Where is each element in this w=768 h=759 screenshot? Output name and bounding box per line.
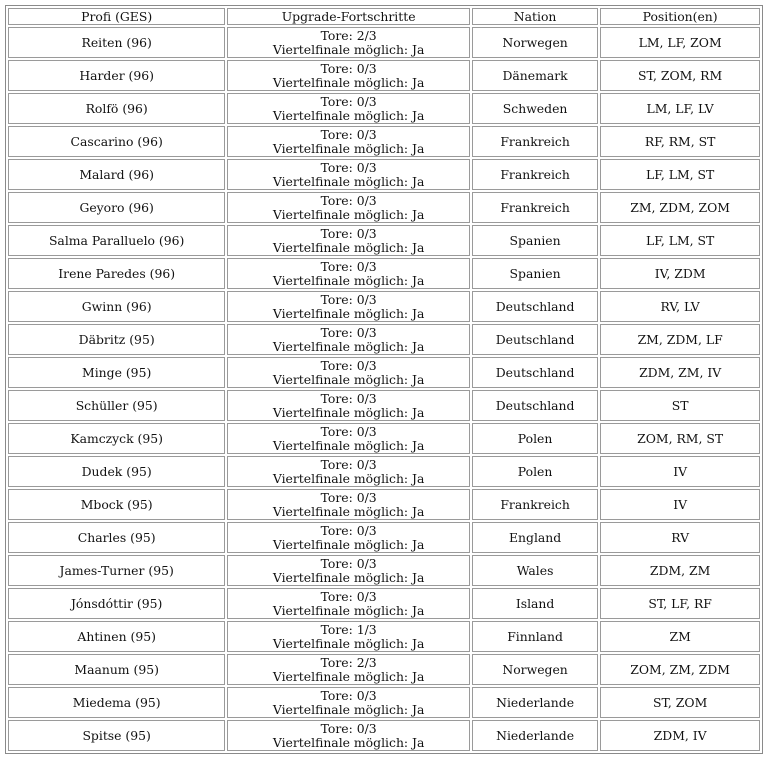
- positions-cell: ZDM, ZM: [600, 555, 760, 586]
- quarterfinal-status: Viertelfinale möglich: Ja: [272, 635, 425, 651]
- table-row: [8, 225, 760, 256]
- goals-progress: Tore: 0/3: [320, 126, 377, 142]
- player-cell: Spitse (95): [8, 720, 225, 751]
- goals-progress: Tore: 0/3: [320, 291, 377, 307]
- progress-cell: [227, 390, 470, 421]
- player-cell: Miedema (95): [8, 687, 225, 718]
- nation-cell: Frankreich: [472, 192, 598, 223]
- progress-cell: [227, 258, 470, 289]
- table-row: [8, 687, 760, 718]
- player-cell: Rolfö (96): [8, 93, 225, 124]
- progress-cell: [227, 555, 470, 586]
- player-cell: Kamczyck (95): [8, 423, 225, 454]
- nation-cell: Niederlande: [472, 687, 598, 718]
- table-row: [8, 720, 760, 751]
- quarterfinal-status: Viertelfinale möglich: Ja: [272, 272, 425, 288]
- table-header: [8, 8, 760, 25]
- player-cell: Reiten (96): [8, 27, 225, 58]
- table-row: [8, 291, 760, 322]
- progress-cell: [227, 357, 470, 388]
- table-row: [8, 423, 760, 454]
- quarterfinal-status: Viertelfinale möglich: Ja: [272, 668, 425, 684]
- nation-cell: Spanien: [472, 258, 598, 289]
- nation-cell: Schweden: [472, 93, 598, 124]
- nation-cell: Norwegen: [472, 654, 598, 685]
- positions-cell: LM, LF, LV: [600, 93, 760, 124]
- table-row: [8, 456, 760, 487]
- progress-cell: [227, 324, 470, 355]
- table-row: [8, 621, 760, 652]
- player-table-container: [5, 5, 763, 754]
- positions-cell: ZOM, RM, ST: [600, 423, 760, 454]
- goals-progress: Tore: 0/3: [320, 60, 377, 76]
- positions-cell: IV, ZDM: [600, 258, 760, 289]
- table-row: [8, 522, 760, 553]
- goals-progress: Tore: 0/3: [320, 720, 377, 736]
- positions-cell: ZM: [600, 621, 760, 652]
- positions-cell: ST, ZOM, RM: [600, 60, 760, 91]
- player-cell: Irene Paredes (96): [8, 258, 225, 289]
- positions-cell: LF, LM, ST: [600, 225, 760, 256]
- header-player: Profi (GES): [8, 8, 225, 25]
- positions-cell: ZM, ZDM, ZOM: [600, 192, 760, 223]
- table-row: [8, 654, 760, 685]
- goals-progress: Tore: 0/3: [320, 423, 377, 439]
- goals-progress: Tore: 0/3: [320, 357, 377, 373]
- nation-cell: Deutschland: [472, 324, 598, 355]
- goals-progress: Tore: 0/3: [320, 258, 377, 274]
- progress-cell: [227, 654, 470, 685]
- player-cell: James-Turner (95): [8, 555, 225, 586]
- table-row: [8, 588, 760, 619]
- quarterfinal-status: Viertelfinale möglich: Ja: [272, 569, 425, 585]
- positions-cell: IV: [600, 489, 760, 520]
- positions-cell: ZM, ZDM, LF: [600, 324, 760, 355]
- progress-cell: [227, 60, 470, 91]
- quarterfinal-status: Viertelfinale möglich: Ja: [272, 173, 425, 189]
- quarterfinal-status: Viertelfinale möglich: Ja: [272, 107, 425, 123]
- progress-cell: [227, 720, 470, 751]
- table-row: [8, 324, 760, 355]
- progress-cell: [227, 456, 470, 487]
- quarterfinal-status: Viertelfinale möglich: Ja: [272, 371, 425, 387]
- quarterfinal-status: Viertelfinale möglich: Ja: [272, 140, 425, 156]
- goals-progress: Tore: 2/3: [320, 654, 377, 670]
- positions-cell: ZDM, ZM, IV: [600, 357, 760, 388]
- progress-cell: [227, 423, 470, 454]
- player-cell: Jónsdóttir (95): [8, 588, 225, 619]
- table-row: [8, 60, 760, 91]
- progress-cell: [227, 522, 470, 553]
- positions-cell: IV: [600, 456, 760, 487]
- player-cell: Ahtinen (95): [8, 621, 225, 652]
- positions-cell: LM, LF, ZOM: [600, 27, 760, 58]
- positions-cell: ST, LF, RF: [600, 588, 760, 619]
- nation-cell: Frankreich: [472, 126, 598, 157]
- quarterfinal-status: Viertelfinale möglich: Ja: [272, 404, 425, 420]
- player-cell: Schüller (95): [8, 390, 225, 421]
- table-row: [8, 258, 760, 289]
- player-cell: Gwinn (96): [8, 291, 225, 322]
- goals-progress: Tore: 0/3: [320, 192, 377, 208]
- nation-cell: Frankreich: [472, 489, 598, 520]
- goals-progress: Tore: 0/3: [320, 324, 377, 340]
- goals-progress: Tore: 0/3: [320, 93, 377, 109]
- quarterfinal-status: Viertelfinale möglich: Ja: [272, 338, 425, 354]
- player-cell: Geyoro (96): [8, 192, 225, 223]
- progress-cell: [227, 192, 470, 223]
- player-cell: Harder (96): [8, 60, 225, 91]
- table-row: [8, 159, 760, 190]
- positions-cell: ZOM, ZM, ZDM: [600, 654, 760, 685]
- positions-cell: ST: [600, 390, 760, 421]
- nation-cell: Deutschland: [472, 291, 598, 322]
- header-row: [8, 8, 760, 25]
- progress-cell: [227, 126, 470, 157]
- goals-progress: Tore: 2/3: [320, 27, 377, 43]
- progress-cell: [227, 27, 470, 58]
- player-cell: Däbritz (95): [8, 324, 225, 355]
- table-row: [8, 555, 760, 586]
- goals-progress: Tore: 0/3: [320, 489, 377, 505]
- quarterfinal-status: Viertelfinale möglich: Ja: [272, 305, 425, 321]
- nation-cell: Finnland: [472, 621, 598, 652]
- quarterfinal-status: Viertelfinale möglich: Ja: [272, 701, 425, 717]
- nation-cell: Deutschland: [472, 390, 598, 421]
- player-cell: Malard (96): [8, 159, 225, 190]
- table-row: [8, 126, 760, 157]
- nation-cell: Island: [472, 588, 598, 619]
- nation-cell: England: [472, 522, 598, 553]
- progress-cell: [227, 225, 470, 256]
- nation-cell: Polen: [472, 456, 598, 487]
- table-row: [8, 390, 760, 421]
- quarterfinal-status: Viertelfinale möglich: Ja: [272, 503, 425, 519]
- table-body: [8, 27, 760, 751]
- positions-cell: ST, ZOM: [600, 687, 760, 718]
- quarterfinal-status: Viertelfinale möglich: Ja: [272, 206, 425, 222]
- nation-cell: Frankreich: [472, 159, 598, 190]
- progress-cell: [227, 588, 470, 619]
- quarterfinal-status: Viertelfinale möglich: Ja: [272, 74, 425, 90]
- progress-cell: [227, 159, 470, 190]
- goals-progress: Tore: 0/3: [320, 555, 377, 571]
- quarterfinal-status: Viertelfinale möglich: Ja: [272, 437, 425, 453]
- goals-progress: Tore: 0/3: [320, 390, 377, 406]
- goals-progress: Tore: 1/3: [320, 621, 377, 637]
- header-nation: Nation: [472, 8, 598, 25]
- quarterfinal-status: Viertelfinale möglich: Ja: [272, 41, 425, 57]
- player-cell: Cascarino (96): [8, 126, 225, 157]
- nation-cell: Spanien: [472, 225, 598, 256]
- nation-cell: Deutschland: [472, 357, 598, 388]
- progress-cell: [227, 489, 470, 520]
- player-cell: Salma Paralluelo (96): [8, 225, 225, 256]
- positions-cell: RV: [600, 522, 760, 553]
- progress-cell: [227, 291, 470, 322]
- positions-cell: RF, RM, ST: [600, 126, 760, 157]
- table-row: [8, 93, 760, 124]
- goals-progress: Tore: 0/3: [320, 588, 377, 604]
- header-progress: Upgrade-Fortschritte: [227, 8, 470, 25]
- table-row: [8, 27, 760, 58]
- positions-cell: RV, LV: [600, 291, 760, 322]
- nation-cell: Dänemark: [472, 60, 598, 91]
- quarterfinal-status: Viertelfinale möglich: Ja: [272, 470, 425, 486]
- quarterfinal-status: Viertelfinale möglich: Ja: [272, 602, 425, 618]
- goals-progress: Tore: 0/3: [320, 225, 377, 241]
- player-cell: Minge (95): [8, 357, 225, 388]
- positions-cell: LF, LM, ST: [600, 159, 760, 190]
- progress-cell: [227, 621, 470, 652]
- player-upgrade-table: [5, 5, 763, 754]
- positions-cell: ZDM, IV: [600, 720, 760, 751]
- player-cell: Mbock (95): [8, 489, 225, 520]
- player-cell: Dudek (95): [8, 456, 225, 487]
- goals-progress: Tore: 0/3: [320, 159, 377, 175]
- goals-progress: Tore: 0/3: [320, 522, 377, 538]
- table-row: [8, 192, 760, 223]
- goals-progress: Tore: 0/3: [320, 456, 377, 472]
- quarterfinal-status: Viertelfinale möglich: Ja: [272, 239, 425, 255]
- table-row: [8, 357, 760, 388]
- progress-cell: [227, 93, 470, 124]
- nation-cell: Wales: [472, 555, 598, 586]
- header-positions: Position(en): [600, 8, 760, 25]
- nation-cell: Norwegen: [472, 27, 598, 58]
- quarterfinal-status: Viertelfinale möglich: Ja: [272, 536, 425, 552]
- nation-cell: Polen: [472, 423, 598, 454]
- progress-cell: [227, 687, 470, 718]
- nation-cell: Niederlande: [472, 720, 598, 751]
- quarterfinal-status: Viertelfinale möglich: Ja: [272, 734, 425, 750]
- player-cell: Charles (95): [8, 522, 225, 553]
- goals-progress: Tore: 0/3: [320, 687, 377, 703]
- player-cell: Maanum (95): [8, 654, 225, 685]
- table-row: [8, 489, 760, 520]
